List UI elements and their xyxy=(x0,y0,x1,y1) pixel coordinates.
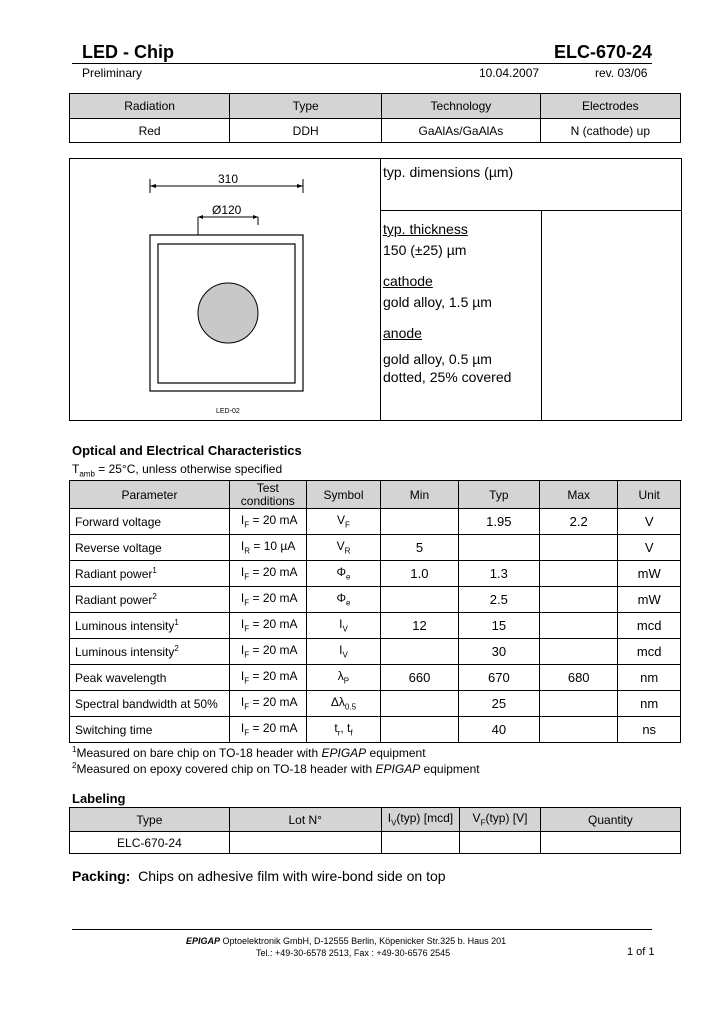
symbol-cell: $I_V$ xyxy=(306,639,381,665)
typ-cell xyxy=(458,535,539,561)
max-cell xyxy=(540,613,618,639)
labeling-title: Labeling xyxy=(72,791,126,806)
col-header: Min xyxy=(381,481,458,509)
col-header: $I_V(typ)$ [mcd] xyxy=(381,808,460,832)
part-number: ELC-670-24 xyxy=(553,42,652,62)
condition-cell: $I_F = 20$ mA xyxy=(229,665,306,691)
typ-cell: 30 xyxy=(458,639,539,665)
anode-value: dotted, 25% covered xyxy=(383,369,512,385)
table-row xyxy=(70,587,681,613)
summary-cell: Red xyxy=(70,119,230,143)
parameter-cell: Reverse voltage xyxy=(70,535,230,561)
status-label: Preliminary xyxy=(82,66,143,80)
unit-cell: nm xyxy=(618,691,681,717)
table-row xyxy=(70,535,681,561)
typ-cell: 25 xyxy=(458,691,539,717)
col-header: $V_F(typ)$ [V] xyxy=(460,808,541,832)
max-cell xyxy=(540,535,618,561)
panel-divider xyxy=(380,210,681,211)
cathode-heading: cathode xyxy=(383,273,433,289)
dimensions-caption: typ. dimensions (µm) xyxy=(383,164,514,180)
min-cell xyxy=(381,717,458,743)
typ-cell: 1.95 xyxy=(458,509,539,535)
col-header: Lot N° xyxy=(229,808,381,832)
max-cell: 680 xyxy=(540,665,618,691)
date: 10.04.2007 xyxy=(479,66,540,80)
col-header: Typ xyxy=(458,481,539,509)
panel-divider xyxy=(380,158,381,420)
table-row xyxy=(70,691,681,717)
col-header: Symbol xyxy=(306,481,381,509)
footer-address: EPIGAP Optoelektronik GmbH, D-12555 Berlin, Köpenicker Str.325 b. Haus 201 xyxy=(186,936,507,946)
condition-cell: $I_R = 10$ µA xyxy=(229,535,306,561)
max-cell xyxy=(540,587,618,613)
symbol-cell: $\Phi_e$ xyxy=(306,561,381,587)
symbol-cell: $V_R$ xyxy=(306,535,381,561)
typ-cell: 2.5 xyxy=(458,587,539,613)
symbol-cell: $t_r$, $t_f$ xyxy=(306,717,381,743)
parameter-cell: Radiant power$^1$ xyxy=(70,561,230,587)
condition-cell: $I_F = 20$ mA xyxy=(229,509,306,535)
condition-cell: $I_F = 20$ mA xyxy=(229,717,306,743)
revision: rev. 03/06 xyxy=(595,66,648,80)
min-cell: 660 xyxy=(381,665,458,691)
max-cell xyxy=(540,561,618,587)
unit-cell: V xyxy=(618,535,681,561)
parameter-cell: Forward voltage xyxy=(70,509,230,535)
label-iv-cell xyxy=(381,832,460,854)
anode-heading: anode xyxy=(383,325,422,341)
col-header: Parameter xyxy=(70,481,230,509)
footer-phone: Tel.: +49-30-6578 2513, Fax : +49-30-6576 2545 xyxy=(256,948,451,958)
table-row xyxy=(70,665,681,691)
min-cell xyxy=(381,691,458,717)
label-vf-cell xyxy=(460,832,541,854)
condition-cell: $I_F = 20$ mA xyxy=(229,691,306,717)
parameter-cell: Spectral bandwidth at 50% xyxy=(70,691,230,717)
typ-cell: 40 xyxy=(458,717,539,743)
table-row xyxy=(70,561,681,587)
typ-cell: 15 xyxy=(458,613,539,639)
label-qty-cell xyxy=(540,832,680,854)
condition-cell: $I_F = 20$ mA xyxy=(229,561,306,587)
unit-cell: nm xyxy=(618,665,681,691)
unit-cell: mW xyxy=(618,561,681,587)
summary-header: Technology xyxy=(382,94,540,119)
max-cell: 2.2 xyxy=(540,509,618,535)
max-cell xyxy=(540,717,618,743)
table-row xyxy=(70,509,681,535)
min-cell: 1.0 xyxy=(381,561,458,587)
characteristics-title: Optical and Electrical Characteristics xyxy=(72,443,302,458)
label-type-cell: ELC-670-24 xyxy=(70,832,230,854)
dot-diameter-label: Ø120 xyxy=(212,203,242,217)
col-header: Test conditions xyxy=(229,481,306,509)
condition-cell: $I_F = 20$ mA xyxy=(229,613,306,639)
summary-cell: DDH xyxy=(230,119,382,143)
typ-cell: 670 xyxy=(458,665,539,691)
parameter-cell: Peak wavelength xyxy=(70,665,230,691)
footer-rule xyxy=(72,929,652,930)
symbol-cell: $I_V$ xyxy=(306,613,381,639)
thickness-heading: typ. thickness xyxy=(383,221,468,237)
symbol-cell: $\Phi_e$ xyxy=(306,587,381,613)
unit-cell: mcd xyxy=(618,613,681,639)
col-header: Max xyxy=(540,481,618,509)
col-header: Unit xyxy=(618,481,681,509)
thickness-value: 150 (±25) µm xyxy=(383,242,467,258)
document-title: LED - Chip xyxy=(82,42,174,62)
col-header: Type xyxy=(70,808,230,832)
summary-table xyxy=(69,93,681,143)
min-cell: 12 xyxy=(381,613,458,639)
page-number: 1 of 1 xyxy=(627,946,655,958)
typ-cell: 1.3 xyxy=(458,561,539,587)
summary-header: Type xyxy=(230,94,382,119)
min-cell xyxy=(381,509,458,535)
unit-cell: mW xyxy=(618,587,681,613)
symbol-cell: $\Delta\lambda_{0.5}$ xyxy=(306,691,381,717)
min-cell xyxy=(381,587,458,613)
label-lot-cell xyxy=(229,832,381,854)
unit-cell: V xyxy=(618,509,681,535)
footnote-1: $^1$Measured on bare chip on TO-18 header with EPIGAP equipment xyxy=(72,745,426,760)
parameter-cell: Luminous intensity$^2$ xyxy=(70,639,230,665)
anode-value: gold alloy, 0.5 µm xyxy=(383,351,492,367)
characteristics-table xyxy=(69,480,681,743)
symbol-cell: $V_F$ xyxy=(306,509,381,535)
packing-note: Packing: Chips on adhesive film with wire-bond side on top xyxy=(72,868,446,884)
summary-cell: GaAlAs/GaAlAs xyxy=(382,119,540,143)
width-dimension-label: 310 xyxy=(218,172,239,186)
min-cell: 5 xyxy=(381,535,458,561)
panel-divider xyxy=(541,210,542,420)
labeling-table xyxy=(69,807,681,854)
unit-cell: mcd xyxy=(618,639,681,665)
figure-id: LED-02 xyxy=(216,408,240,415)
conditions-note: $T_{amb} = 25^\circ C$, unless otherwise specified xyxy=(72,462,283,479)
condition-cell: $I_F = 20$ mA xyxy=(229,587,306,613)
parameter-cell: Radiant power$^2$ xyxy=(70,587,230,613)
summary-header: Electrodes xyxy=(540,94,680,119)
summary-cell: N (cathode) up xyxy=(540,119,680,143)
parameter-cell: Luminous intensity$^1$ xyxy=(70,613,230,639)
summary-header: Radiation xyxy=(70,94,230,119)
table-row xyxy=(70,639,681,665)
condition-cell: $I_F = 20$ mA xyxy=(229,639,306,665)
unit-cell: ns xyxy=(618,717,681,743)
col-header: Quantity xyxy=(540,808,680,832)
chip-drawing xyxy=(70,159,380,419)
parameter-cell: Switching time xyxy=(70,717,230,743)
symbol-cell: $\lambda_P$ xyxy=(306,665,381,691)
table-row xyxy=(70,613,681,639)
footnote-2: $^2$Measured on epoxy covered chip on TO-18 header with EPIGAP equipment xyxy=(72,761,480,776)
max-cell xyxy=(540,639,618,665)
min-cell xyxy=(381,639,458,665)
header-rule xyxy=(72,63,652,64)
cathode-value: gold alloy, 1.5 µm xyxy=(383,294,492,310)
max-cell xyxy=(540,691,618,717)
table-row xyxy=(70,717,681,743)
